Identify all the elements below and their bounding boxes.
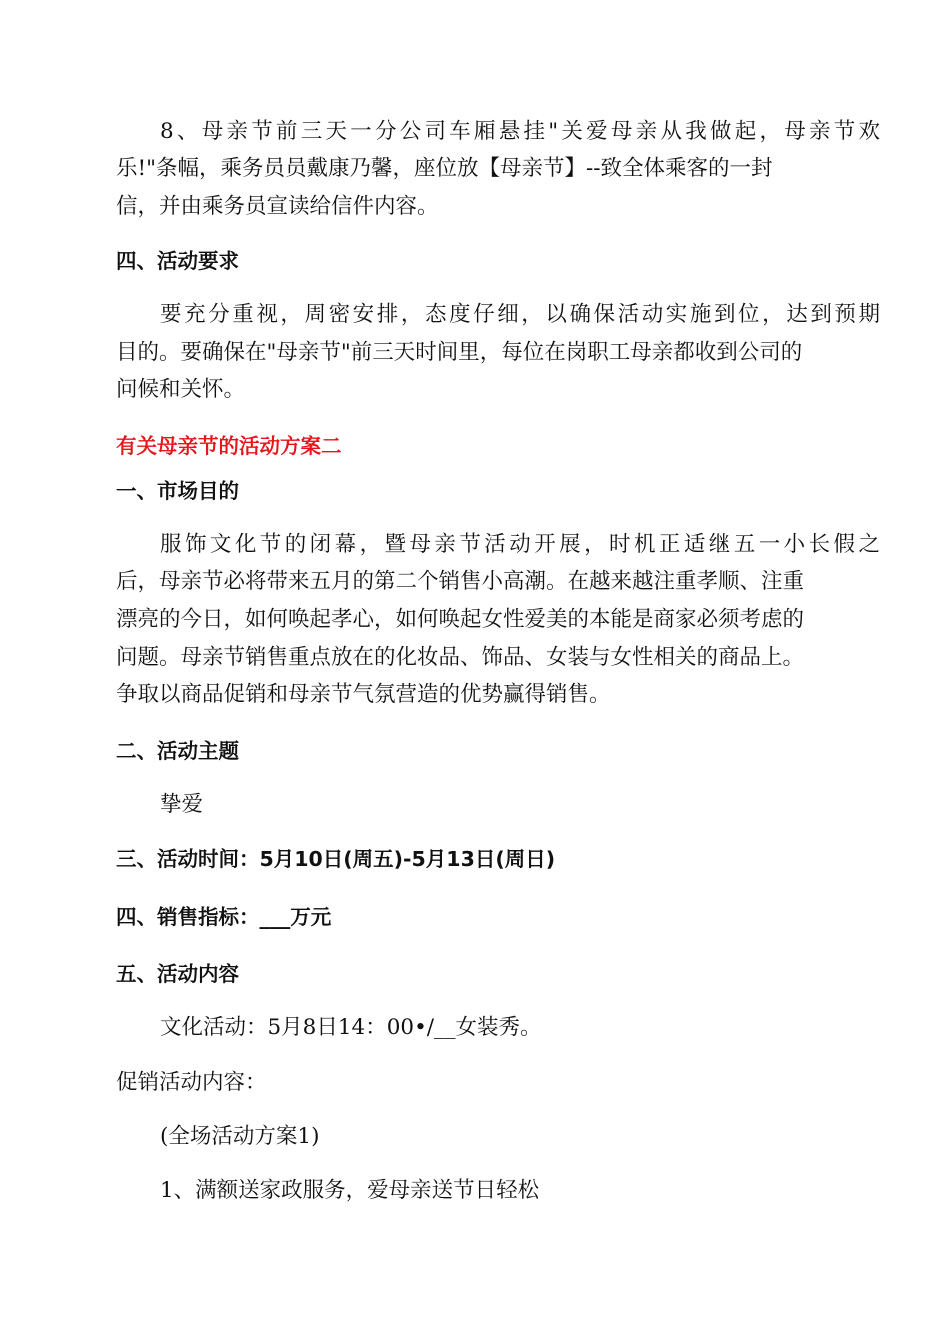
section-4-body-line-3: 问候和关怀。 [116,377,246,402]
market-body-line-4: 问题。母亲节销售重点放在的化妆品、饰品、女装与女性相关的商品上。 [116,645,805,670]
theme-heading: 二、活动主题 [116,739,239,763]
item-1: 1、满额送家政服务，爱母亲送节日轻松 [160,1178,540,1203]
para-8-line-2: 乐!"条幅，乘务员员戴康乃馨，座位放【母亲节】--致全体乘客的一封 [116,156,773,181]
market-body-line-5: 争取以商品促销和母亲节气氛营造的优势赢得销售。 [116,682,611,707]
culture-activity: 文化活动：5月8日14：00•/__女装秀。 [160,1015,542,1040]
section-4-heading: 四、活动要求 [116,249,239,273]
promo-label: 促销活动内容： [116,1070,267,1095]
section-4-body-line-1: 要充分重视，周密安排，态度仔细，以确保活动实施到位，达到预期 [160,302,880,327]
sales-heading: 四、销售指标：___万元 [116,905,332,929]
para-8-line-1: 8、母亲节前三天一分公司车厢悬挂"关爱母亲从我做起，母亲节欢 [160,119,880,144]
market-body-line-2: 后，母亲节必将带来五月的第二个销售小高潮。在越来越注重孝顺、注重 [116,569,805,594]
content-heading: 五、活动内容 [116,962,239,986]
market-body-line-3: 漂亮的今日，如何唤起孝心，如何唤起女性爱美的本能是商家必须考虑的 [116,607,805,632]
plan-two-title: 有关母亲节的活动方案二 [116,434,342,458]
market-body-line-1: 服饰文化节的闭幕，暨母亲节活动开展，时机正适继五一小长假之 [160,532,880,557]
plan-label: (全场活动方案1) [160,1124,320,1149]
section-4-body-line-2: 目的。要确保在"母亲节"前三天时间里，每位在岗职工母亲都收到公司的 [116,340,803,365]
para-8-line-3: 信，并由乘务员宣读给信件内容。 [116,194,439,219]
time-heading: 三、活动时间：5月10日(周五)-5月13日(周日) [116,847,556,871]
theme-value: 挚爱 [160,792,204,817]
market-heading: 一、市场目的 [116,479,239,503]
